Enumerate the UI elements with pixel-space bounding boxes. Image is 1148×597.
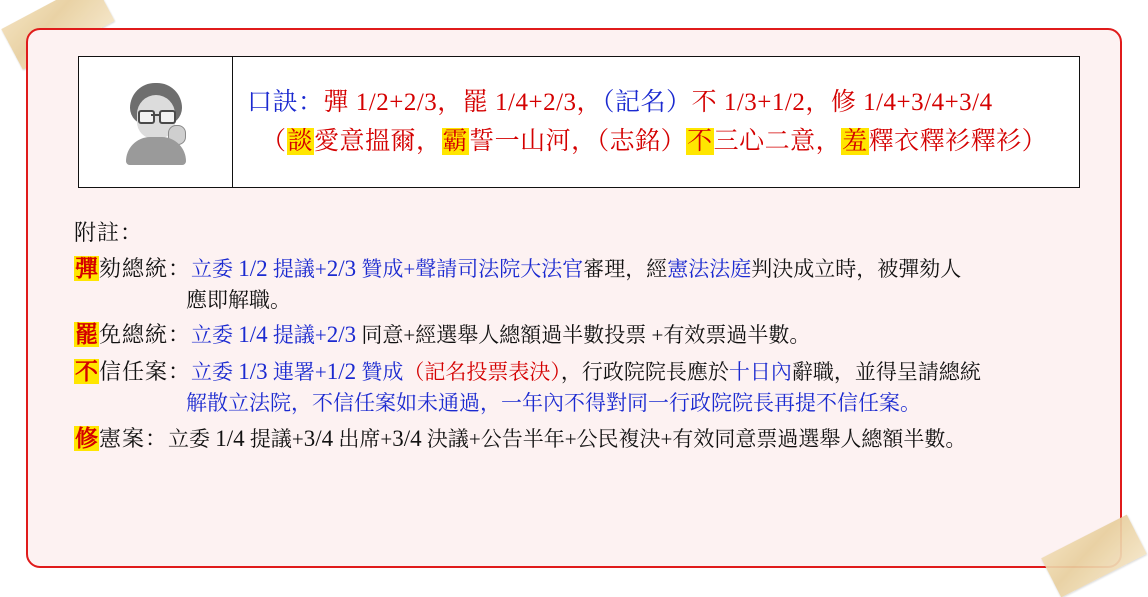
note-text: 1/4 [238, 322, 268, 348]
note-text: 立委 [191, 323, 239, 348]
mnemonic-line-1 [247, 89, 1065, 118]
note-text: 審理，經 [583, 257, 668, 281]
mnemonic-seg-xiu-value: 1/4+3/4+3/4 [856, 89, 993, 117]
note-text: （記名投票表決） [403, 360, 561, 385]
note-key-label: 劾總統： [99, 256, 192, 281]
mnemonic-seg-jiming: （記名） [602, 89, 692, 117]
note-text: 憲法法庭 [667, 257, 752, 281]
note-line [74, 319, 1096, 352]
notes-list [52, 253, 1096, 455]
note-text: 決議+公告半年+公民複決+有效同意票過選舉人總額半數。 [421, 426, 967, 451]
note-text: 立委 [191, 257, 239, 281]
mnemonic-seg-bu-value: 1/3+1/2， [717, 89, 831, 117]
notes-section [42, 210, 1106, 558]
note-text: 連署+ [267, 360, 327, 385]
mnemonic-seg-tan: 彈 [323, 89, 350, 117]
note-text: 同意+經選舉人總額過半數投票 +有效票過半數。 [356, 323, 811, 348]
note-text: 1/4 [215, 425, 245, 451]
note-text: 3/4 [303, 425, 334, 451]
note-text: 2/3 [326, 322, 357, 348]
note-line [74, 253, 1096, 286]
note-text: 提議+ [244, 426, 304, 451]
mnemonic-box [78, 56, 1080, 188]
note-item [52, 356, 1096, 418]
mnemonic-label: 口訣： [247, 89, 324, 117]
mnemonic-text-3: 三心二意， [713, 128, 842, 155]
note-card [26, 28, 1122, 568]
note-text: 應即解職。 [186, 287, 291, 312]
note-line [74, 286, 1096, 316]
note-key-label: 信任案： [99, 359, 192, 385]
mnemonic-seg-bu: 不 [691, 89, 718, 117]
note-key-label: 憲案： [99, 425, 169, 451]
note-text: 3/4 [392, 425, 422, 451]
note-text: 提議+ [267, 257, 327, 281]
mnemonic-seg-ba-value: 1/4+2/3， [488, 89, 603, 117]
note-line [74, 423, 1096, 456]
mnemonic-paren-open: （ [261, 128, 287, 155]
mnemonic-seg-tan-value: 1/2+2/3， [349, 89, 463, 117]
note-text: 1/3 [238, 359, 268, 385]
note-text: 贊成+聲請 [356, 257, 458, 281]
note-text: ，行政院院長應於 [560, 360, 729, 385]
note-line [74, 356, 1096, 389]
note-item [52, 253, 1096, 315]
mnemonic-text-2: 誓一山河，（志銘） [469, 128, 687, 155]
note-text: 一年內 [501, 390, 564, 415]
mnemonic-seg-ba: 罷 [462, 89, 489, 117]
mnemonic-highlight-tan: 談 [287, 128, 314, 155]
note-text: 司法院大法官 [457, 257, 584, 281]
note-line [74, 389, 1096, 419]
note-text: 不得對同一行政院院長再提不信任案。 [564, 390, 921, 415]
note-text: 1/2 [238, 256, 268, 281]
note-text: 判決成立時，被彈劾人 [751, 257, 962, 281]
note-text: 辭職，並得呈請總統 [791, 360, 981, 385]
mnemonic-seg-xiu: 修 [830, 89, 857, 117]
note-text: 贊成 [356, 360, 404, 385]
note-key-highlight: 彈 [75, 256, 98, 281]
note-text: 解散立法院，不信任案如未通過， [186, 390, 501, 415]
note-text: 2/3 [326, 256, 357, 281]
portrait-cell [79, 57, 233, 187]
note-key-highlight: 不 [75, 359, 98, 385]
mnemonic-text [233, 57, 1079, 187]
note-item [52, 319, 1096, 352]
note-key-highlight: 罷 [75, 322, 98, 348]
note-text: 出席+ [333, 426, 393, 451]
mnemonic-text-1: 愛意搵爾， [314, 128, 442, 155]
mnemonic-line-2 [247, 128, 1065, 157]
notes-title: 附註： [74, 220, 144, 245]
note-text: 十日內 [728, 360, 792, 385]
mnemonic-highlight-xiu: 羞 [842, 128, 868, 155]
note-text: 立委 [168, 426, 216, 451]
note-key-label: 免總統： [99, 322, 192, 348]
note-text: 提議+ [267, 323, 327, 348]
note-text: 立委 [191, 360, 239, 385]
portrait-image [120, 79, 192, 165]
mnemonic-highlight-ba: 霸 [442, 128, 469, 155]
mnemonic-highlight-bu: 不 [687, 128, 713, 155]
note-key-highlight: 修 [75, 425, 98, 451]
note-text: 1/2 [326, 359, 357, 385]
note-item [52, 423, 1096, 456]
mnemonic-text-4: 釋衣釋衫釋衫） [868, 128, 1048, 155]
